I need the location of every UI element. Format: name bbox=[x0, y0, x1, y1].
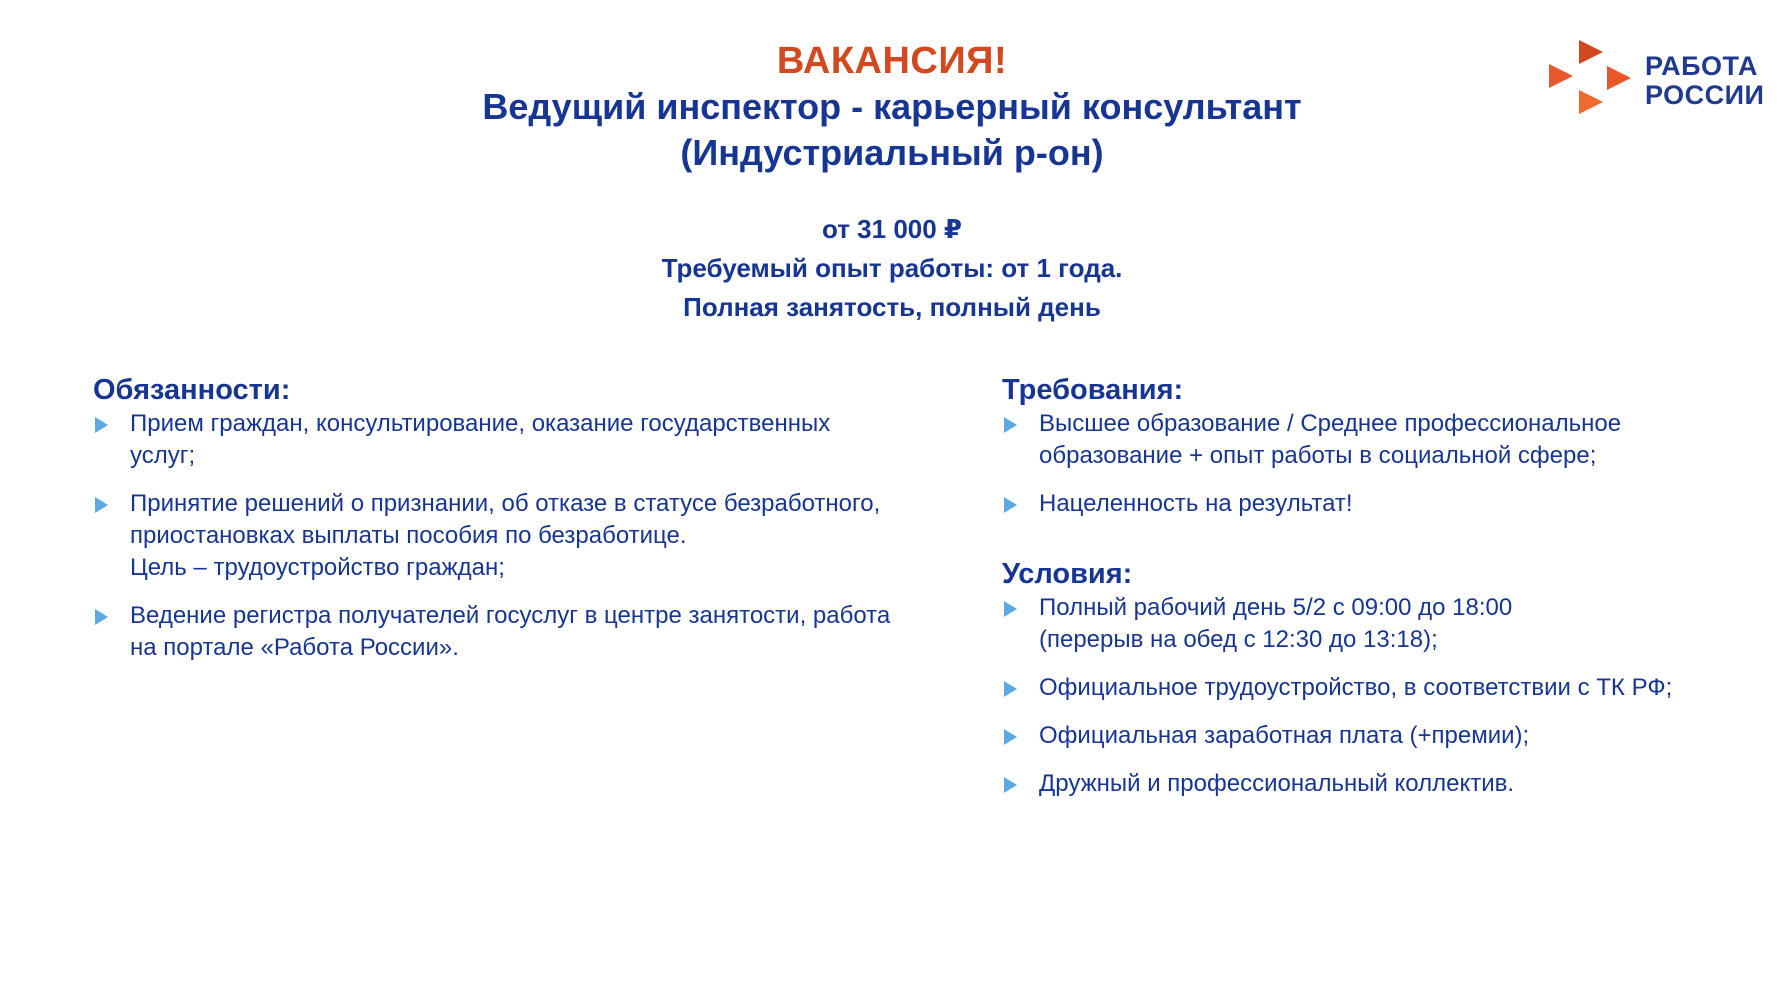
list-item-line: Высшее образование / Среднее профессиональное bbox=[1039, 410, 1622, 437]
requirements-section bbox=[1002, 372, 1762, 520]
logo-line-2: РОССИИ bbox=[1645, 80, 1765, 110]
list-item bbox=[1002, 672, 1762, 704]
list-item-line: приостановках выплаты пособия по безработице. bbox=[130, 522, 687, 549]
list-item bbox=[93, 600, 923, 664]
logo-line-1: РАБОТА bbox=[1645, 51, 1758, 81]
bullet-arrow-icon bbox=[1004, 601, 1017, 617]
bullet-arrow-icon bbox=[1004, 729, 1017, 745]
bullet-arrow-icon bbox=[95, 609, 108, 625]
bullet-arrow-icon bbox=[1004, 417, 1017, 433]
list-item-line: Полный рабочий день 5/2 с 09:00 до 18:00 bbox=[1039, 594, 1513, 621]
list-item-line: Нацеленность на результат! bbox=[1039, 490, 1353, 517]
list-item-line: на портале «Работа России». bbox=[130, 634, 459, 661]
logo-arrows-icon bbox=[1545, 38, 1645, 128]
header bbox=[380, 38, 1404, 176]
experience: Требуемый опыт работы: от 1 года. bbox=[661, 253, 1123, 283]
list-item bbox=[1002, 768, 1762, 800]
right-column bbox=[1002, 372, 1762, 816]
section-spacer bbox=[1002, 536, 1762, 556]
duties-title: Обязанности: bbox=[93, 374, 291, 406]
list-item-line: Принятие решений о признании, об отказе в статусе безработного, bbox=[130, 490, 881, 517]
bullet-arrow-icon bbox=[1004, 497, 1017, 513]
employment: Полная занятость, полный день bbox=[683, 292, 1101, 322]
list-item bbox=[93, 488, 923, 584]
logo bbox=[1545, 38, 1775, 128]
conditions-title: Условия: bbox=[1002, 558, 1133, 590]
list-item-line: Официальное трудоустройство, в соответствии с ТК РФ; bbox=[1039, 674, 1673, 701]
duties-list bbox=[93, 408, 923, 664]
list-item-line: услуг; bbox=[130, 442, 196, 469]
list-item-line: Цель – трудоустройство граждан; bbox=[130, 554, 505, 581]
bullet-arrow-icon bbox=[95, 417, 108, 433]
conditions-section bbox=[1002, 556, 1762, 800]
summary bbox=[480, 210, 1304, 327]
job-subtitle: (Индустриальный р-он) bbox=[680, 132, 1104, 173]
list-item bbox=[93, 408, 923, 472]
list-item bbox=[1002, 488, 1762, 520]
list-item bbox=[1002, 720, 1762, 752]
bullet-arrow-icon bbox=[1004, 681, 1017, 697]
list-item-line: Прием граждан, консультирование, оказание государственных bbox=[130, 410, 831, 437]
conditions-list bbox=[1002, 592, 1762, 800]
requirements-title: Требования: bbox=[1002, 374, 1184, 406]
list-item-line: Официальная заработная плата (+премии); bbox=[1039, 722, 1530, 749]
bullet-arrow-icon bbox=[1004, 777, 1017, 793]
list-item-line: Дружный и профессиональный коллектив. bbox=[1039, 770, 1515, 797]
logo-text bbox=[1645, 52, 1764, 110]
bullet-arrow-icon bbox=[95, 497, 108, 513]
duties-section bbox=[93, 372, 923, 680]
list-item bbox=[1002, 408, 1762, 472]
job-title: Ведущий инспектор - карьерный консультант bbox=[482, 86, 1302, 127]
vacancy-label: ВАКАНСИЯ! bbox=[776, 40, 1008, 82]
list-item-line: (перерыв на обед с 12:30 до 13:18); bbox=[1039, 626, 1438, 653]
list-item-line: образование + опыт работы в социальной сфере; bbox=[1039, 442, 1597, 469]
salary: от 31 000 ₽ bbox=[821, 214, 963, 244]
requirements-list bbox=[1002, 408, 1762, 520]
list-item-line: Ведение регистра получателей госуслуг в центре занятости, работа bbox=[130, 602, 891, 629]
list-item bbox=[1002, 592, 1762, 656]
